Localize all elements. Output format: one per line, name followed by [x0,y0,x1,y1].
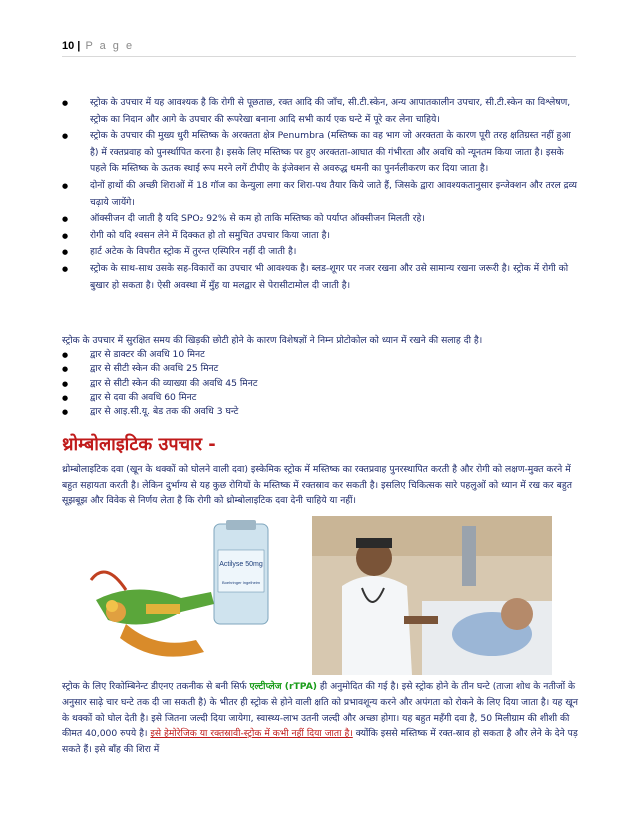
page-header [62,40,134,52]
protocol-intro: स्ट्रोक के उपचार में सुरक्षित समय की खिड़की छोटी होने के कारण विशेषज्ञों ने निम्न प्रोटोकोल को ध्यान में रखने की सलाह दी है। [62,335,483,346]
alteplase-text-1: स्ट्रोक के लिए रिकोम्बिनेन्ट डीएनए तकनीक से बनी सिर्फ [62,681,247,692]
alteplase-highlight: एल्टीप्लेज (rTPA) [249,681,317,692]
header-divider [62,56,576,57]
list-item: ● रोगी को यदि श्वसन लेने में दिक्कत हो तो समुचित उपचार किया जाता है। [62,228,580,245]
list-item: ● स्ट्रोक के साथ-साथ उसके सह-विकारों का उपचार भी आवश्यक है। ब्लड-शूगर पर नजर रखना और उसे सामान्य रखना जरूरी है। स्ट्रोक में रोगी को बुखार हो सकता है। ऐसी अवस्था में मुँह या मलद्वार से पेरासीटामोल दी जाती है। [62,261,580,294]
list-item: ● स्ट्रोक के उपचार में यह आवश्यक है कि रोगी से पूछताछ, रक्त आदि की जाँच, सी.टी.स्केन, अन्य आपातकालीन उपचार, सी.टी.स्केन का विश्लेषण, स्ट्रोक का निदान और आगे के उपचार की रूपरेखा बनाना आदि सभी कार्य एक घन्टे में पूरे कर लेना चाहिये। [62,95,580,128]
alteplase-paragraph [62,679,580,758]
doctor-patient-photo [312,516,552,675]
alteplase-text-3: क्योंकि इससे मस्तिष्क में रक्त-स्राव हो सकता है और लेने के देने पड़ सकते हैं। इसे बाँह की शिरा में [62,728,578,756]
protocol-list [62,348,580,419]
list-item: ● स्ट्रोक के उपचार की मुख्य धुरी मस्तिष्क के अरक्तता क्षेत्र Penumbra (मस्तिष्क का वह भाग जो अरक्तता के कारण पूरी तरह क्षतिग्रस्त नहीं हुआ है) में रक्तप्रवाह को पुनर्स्थापित करना है। इसके लिए मस्तिष्क पर हुए अरक्तता-आघात की गंभीरता और अवधि को न्यूनतम किया जाता है। इसके पहले कि मस्तिष्क के ऊतक स्थाई रूप मरने लगें टीपीए के इंजेक्शन से अवरुद्ध धमनी का पुनर्नलीकरण कर दिया जाता है। [62,128,580,178]
hemorrhagic-warning: इसे हेमोरेजिक या रक्तस्रावी-स्ट्रोक में कभी नहीं दिया जाता है। [150,728,353,740]
vial-maker: Boehringer Ingelheim [221,580,261,585]
section-paragraph: थ्रोम्बोलाइटिक दवा (खून के थक्कों को घोलने वाली दवा) इस्केमिक स्ट्रोक में मस्तिष्क का रक्तप्रवाह पुनरस्थापित करती है और रोगी को लक्षण-मुक्त करने में बहुत सहायता करती है। लेकिन दुर्भाग्य से यह कुछ रोगियों के मस्तिष्क में रक्तस्राव कर सकती है। इसलिए चिकित्सक सारे पहलुओं को ध्यान में रख कर बहुत सूझबूझ और विवेक से निर्णय लेता है कि रोगी को थ्रोम्बोलाइटिक दवा देनी चाहिये या नहीं। [62,464,572,506]
vial-label: Actilyse 50mg [219,561,263,568]
list-item: ● द्वार से डाक्टर की अवधि 10 मिनट [62,348,580,362]
list-item: ● दोनों हाथों की अच्छी शिराओं में 18 गॉज का केन्युला लगा कर शिरा-पथ तैयार किये जाते हैं, जिसके द्वारा आवश्यकतानुसार इन्जेक्शन और तरल द्रव्य चढ़ाये जायेंगे। [62,178,580,211]
page-number: 10 | [62,40,81,52]
alteplase-text-2: ही अनुमोदित की गई है। इसे स्ट्रोक होने के तीन घन्टे (ताजा शोध के नतीजों के अनुसार साढ़े चार घन्टे तक दी जा सकती है) के भीतर ही स्ट्रोक से होने वाली क्षति को प्रभावशून्य करने और अपंगता को रोकने के लिए दिया जाता है। यह खून के थक्कों को घोल देती है। इसे जितना जल्दी दिया जायेगा, स्वास्थ्य-लाभ उतनी जल्दी और अच्छा होगा। यह बहुत महँगी दवा है, 50 मिलीग्राम की शीशी की कीमत 40,000 रुपये है। [62,681,578,740]
list-item: ● ऑक्सीजन दी जाती है यदि SPO₂ 92% से कम हो ताकि मस्तिष्क को पर्याप्त ऑक्सीजन मिलती रहे। [62,211,580,228]
list-item: ● हार्ट अटेक के विपरीत स्ट्रोक में तुरन्त एस्पिरिन नहीं दी जाती है। [62,244,580,261]
page-label: P a g e [85,40,135,52]
hanuman-illustration [86,520,301,670]
list-item: ● द्वार से आइ.सी.यू. बेड तक की अवधि 3 घन्टे [62,405,580,419]
section-title: थ्रोम्बोलाइटिक उपचार - [62,434,216,455]
list-item: ● द्वार से सीटी स्केन की अवधि 25 मिनट [62,362,580,376]
list-item: ● द्वार से दवा की अवधि 60 मिनट [62,391,580,405]
treatment-bullet-list [62,95,580,294]
list-item: ● द्वार से सीटी स्केन की व्याख्या की अवधि 45 मिनट [62,377,580,391]
